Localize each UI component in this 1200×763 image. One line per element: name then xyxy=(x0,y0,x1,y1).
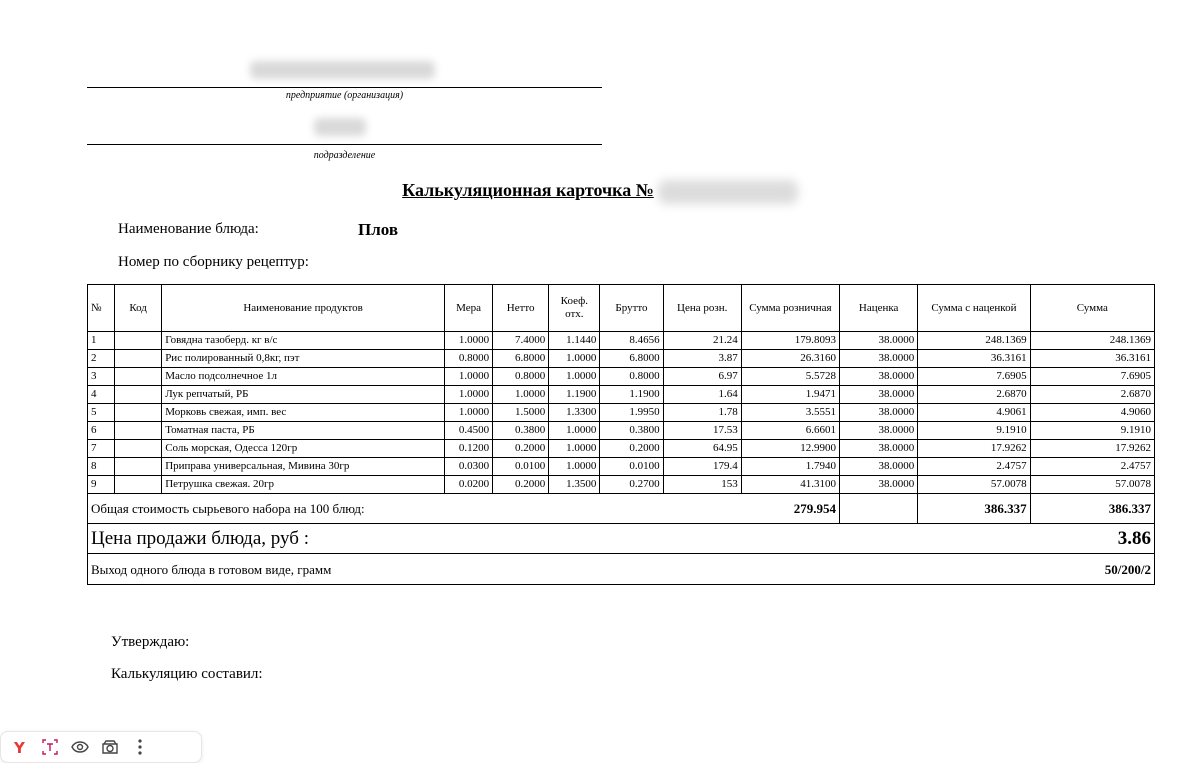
cell-sum-retail: 1.7940 xyxy=(741,458,839,476)
col-header: Наценка xyxy=(840,285,918,332)
cell-sum-markup: 4.9061 xyxy=(918,404,1030,422)
cell-code xyxy=(115,404,162,422)
cell-mera: 1.0000 xyxy=(444,404,492,422)
total-empty-cell xyxy=(840,494,918,524)
cell-code xyxy=(115,440,162,458)
cell-sum: 7.6905 xyxy=(1030,368,1154,386)
cell-brutto: 0.2700 xyxy=(600,476,663,494)
cell-netto: 0.3800 xyxy=(493,422,549,440)
cell-mera: 0.0300 xyxy=(444,458,492,476)
price-value: 3.86 xyxy=(1030,524,1154,554)
approve-label: Утверждаю: xyxy=(111,634,190,650)
col-header: Сумма розничная xyxy=(741,285,839,332)
cell-n: 6 xyxy=(88,422,115,440)
org-caption: предприятие (организация) xyxy=(285,90,404,101)
screenshot-icon[interactable] xyxy=(99,736,121,758)
cell-brutto: 0.3800 xyxy=(600,422,663,440)
cell-sum-retail: 12.9900 xyxy=(741,440,839,458)
cell-sum-retail: 6.6601 xyxy=(741,422,839,440)
cell-name: Томатная паста, РБ xyxy=(162,422,445,440)
cell-markup: 38.0000 xyxy=(840,386,918,404)
cell-sum-markup: 2.4757 xyxy=(918,458,1030,476)
yield-row xyxy=(88,554,1155,585)
cell-n: 2 xyxy=(88,350,115,368)
cell-sum-retail: 41.3100 xyxy=(741,476,839,494)
total-sum: 386.337 xyxy=(1030,494,1154,524)
table-row xyxy=(88,332,1155,350)
cell-sum: 2.4757 xyxy=(1030,458,1154,476)
cell-brutto: 6.8000 xyxy=(600,350,663,368)
cell-sum-markup: 17.9262 xyxy=(918,440,1030,458)
cell-n: 9 xyxy=(88,476,115,494)
cell-sum: 17.9262 xyxy=(1030,440,1154,458)
table-row xyxy=(88,350,1155,368)
more-icon[interactable] xyxy=(129,736,151,758)
cell-netto: 1.0000 xyxy=(493,386,549,404)
cell-sum: 4.9060 xyxy=(1030,404,1154,422)
cell-markup: 38.0000 xyxy=(840,332,918,350)
cell-price: 3.87 xyxy=(663,350,741,368)
cell-code xyxy=(115,350,162,368)
col-header: Сумма с наценкой xyxy=(918,285,1030,332)
cell-koef: 1.1900 xyxy=(549,386,600,404)
cell-sum-retail: 26.3160 xyxy=(741,350,839,368)
org-name-redacted xyxy=(250,61,435,79)
col-header: Код xyxy=(115,285,162,332)
cell-mera: 0.4500 xyxy=(444,422,492,440)
col-header: Цена розн. xyxy=(663,285,741,332)
cell-mera: 0.8000 xyxy=(444,350,492,368)
table-row xyxy=(88,386,1155,404)
cell-koef: 1.0000 xyxy=(549,350,600,368)
floating-toolbar xyxy=(0,731,202,763)
cell-code xyxy=(115,476,162,494)
cell-netto: 0.8000 xyxy=(493,368,549,386)
cell-code xyxy=(115,332,162,350)
ingredients-table xyxy=(87,284,1155,585)
cell-name: Лук репчатый, РБ xyxy=(162,386,445,404)
yield-label: Выход одного блюда в готовом виде, грамм xyxy=(88,554,1031,585)
cell-sum-markup: 7.6905 xyxy=(918,368,1030,386)
dept-line xyxy=(87,144,602,145)
cell-code xyxy=(115,386,162,404)
cell-koef: 1.0000 xyxy=(549,422,600,440)
cell-name: Петрушка свежая. 20гр xyxy=(162,476,445,494)
dept-name-redacted xyxy=(314,118,366,136)
yield-value: 50/200/2 xyxy=(1030,554,1154,585)
table-row xyxy=(88,422,1155,440)
cell-netto: 7.4000 xyxy=(493,332,549,350)
cell-sum-markup: 248.1369 xyxy=(918,332,1030,350)
cell-price: 1.78 xyxy=(663,404,741,422)
col-header: № xyxy=(88,285,115,332)
cell-brutto: 0.2000 xyxy=(600,440,663,458)
cell-netto: 0.2000 xyxy=(493,440,549,458)
cell-sum: 2.6870 xyxy=(1030,386,1154,404)
cell-koef: 1.3500 xyxy=(549,476,600,494)
cell-brutto: 1.1900 xyxy=(600,386,663,404)
cell-name: Масло подсолнечное 1л xyxy=(162,368,445,386)
cell-sum-markup: 36.3161 xyxy=(918,350,1030,368)
cell-brutto: 0.0100 xyxy=(600,458,663,476)
table-row xyxy=(88,368,1155,386)
composed-label: Калькуляцию составил: xyxy=(111,666,263,682)
col-header: Сумма xyxy=(1030,285,1154,332)
cell-n: 3 xyxy=(88,368,115,386)
cell-koef: 1.1440 xyxy=(549,332,600,350)
table-header-row xyxy=(88,285,1155,332)
cell-sum-retail: 179.8093 xyxy=(741,332,839,350)
eye-icon[interactable] xyxy=(69,736,91,758)
cell-koef: 1.0000 xyxy=(549,368,600,386)
cell-markup: 38.0000 xyxy=(840,458,918,476)
cell-koef: 1.3300 xyxy=(549,404,600,422)
table-row xyxy=(88,440,1155,458)
cell-sum: 9.1910 xyxy=(1030,422,1154,440)
cell-n: 5 xyxy=(88,404,115,422)
cell-mera: 1.0000 xyxy=(444,368,492,386)
cell-name: Говядна тазоберд. кг в/с xyxy=(162,332,445,350)
cell-price: 64.95 xyxy=(663,440,741,458)
total-retail: 279.954 xyxy=(741,494,839,524)
dish-name: Плов xyxy=(358,220,399,239)
total-markup: 386.337 xyxy=(918,494,1030,524)
cell-sum-retail: 1.9471 xyxy=(741,386,839,404)
cell-mera: 0.0200 xyxy=(444,476,492,494)
cell-name: Соль морская, Одесса 120гр xyxy=(162,440,445,458)
cell-code xyxy=(115,422,162,440)
price-row xyxy=(88,524,1155,554)
cell-netto: 1.5000 xyxy=(493,404,549,422)
total-label: Общая стоимость сырьевого набора на 100 блюд: xyxy=(88,494,742,524)
col-header: Коеф. отх. xyxy=(549,285,600,332)
cell-sum-markup: 57.0078 xyxy=(918,476,1030,494)
svg-text:Y: Y xyxy=(14,739,25,755)
org-line xyxy=(87,87,602,88)
cell-sum-markup: 9.1910 xyxy=(918,422,1030,440)
cell-n: 4 xyxy=(88,386,115,404)
cell-sum-markup: 2.6870 xyxy=(918,386,1030,404)
cell-price: 6.97 xyxy=(663,368,741,386)
col-header: Мера xyxy=(444,285,492,332)
cell-sum-retail: 3.5551 xyxy=(741,404,839,422)
col-header: Нетто xyxy=(493,285,549,332)
col-header: Наименование продуктов xyxy=(162,285,445,332)
cell-sum: 248.1369 xyxy=(1030,332,1154,350)
cell-name: Рис полированный 0,8кг, пэт xyxy=(162,350,445,368)
cell-price: 1.64 xyxy=(663,386,741,404)
cell-price: 153 xyxy=(663,476,741,494)
cell-koef: 1.0000 xyxy=(549,440,600,458)
cell-n: 7 xyxy=(88,440,115,458)
cell-netto: 6.8000 xyxy=(493,350,549,368)
table-row xyxy=(88,476,1155,494)
total-row xyxy=(88,494,1155,524)
cell-price: 21.24 xyxy=(663,332,741,350)
cell-brutto: 8.4656 xyxy=(600,332,663,350)
cell-code xyxy=(115,368,162,386)
table-row xyxy=(88,404,1155,422)
text-recognition-icon[interactable] xyxy=(39,736,61,758)
cell-n: 1 xyxy=(88,332,115,350)
yandex-logo-icon[interactable] xyxy=(9,736,31,758)
cell-koef: 1.0000 xyxy=(549,458,600,476)
cell-netto: 0.0100 xyxy=(493,458,549,476)
cell-sum: 57.0078 xyxy=(1030,476,1154,494)
cell-mera: 1.0000 xyxy=(444,332,492,350)
cell-brutto: 1.9950 xyxy=(600,404,663,422)
cell-brutto: 0.8000 xyxy=(600,368,663,386)
card-number-redacted xyxy=(658,180,798,204)
dish-label: Наименование блюда: xyxy=(118,221,259,237)
cell-sum: 36.3161 xyxy=(1030,350,1154,368)
cell-price: 179.4 xyxy=(663,458,741,476)
card-title-text: Калькуляционная карточка № xyxy=(402,180,654,201)
cell-mera: 0.1200 xyxy=(444,440,492,458)
price-label: Цена продажи блюда, руб : xyxy=(88,524,1031,554)
cell-markup: 38.0000 xyxy=(840,422,918,440)
recipe-number-label: Номер по сборнику рецептур: xyxy=(118,254,309,270)
cell-markup: 38.0000 xyxy=(840,404,918,422)
dept-caption: подразделение xyxy=(313,150,376,161)
cell-mera: 1.0000 xyxy=(444,386,492,404)
cell-markup: 38.0000 xyxy=(840,368,918,386)
cell-markup: 38.0000 xyxy=(840,440,918,458)
cell-n: 8 xyxy=(88,458,115,476)
card-title xyxy=(0,180,1200,204)
cell-markup: 38.0000 xyxy=(840,350,918,368)
col-header: Брутто xyxy=(600,285,663,332)
cell-name: Приправа универсальная, Мивина 30гр xyxy=(162,458,445,476)
cell-sum-retail: 5.5728 xyxy=(741,368,839,386)
cell-markup: 38.0000 xyxy=(840,476,918,494)
cell-code xyxy=(115,458,162,476)
table-row xyxy=(88,458,1155,476)
cell-name: Морковь свежая, имп. вес xyxy=(162,404,445,422)
cell-price: 17.53 xyxy=(663,422,741,440)
cell-netto: 0.2000 xyxy=(493,476,549,494)
